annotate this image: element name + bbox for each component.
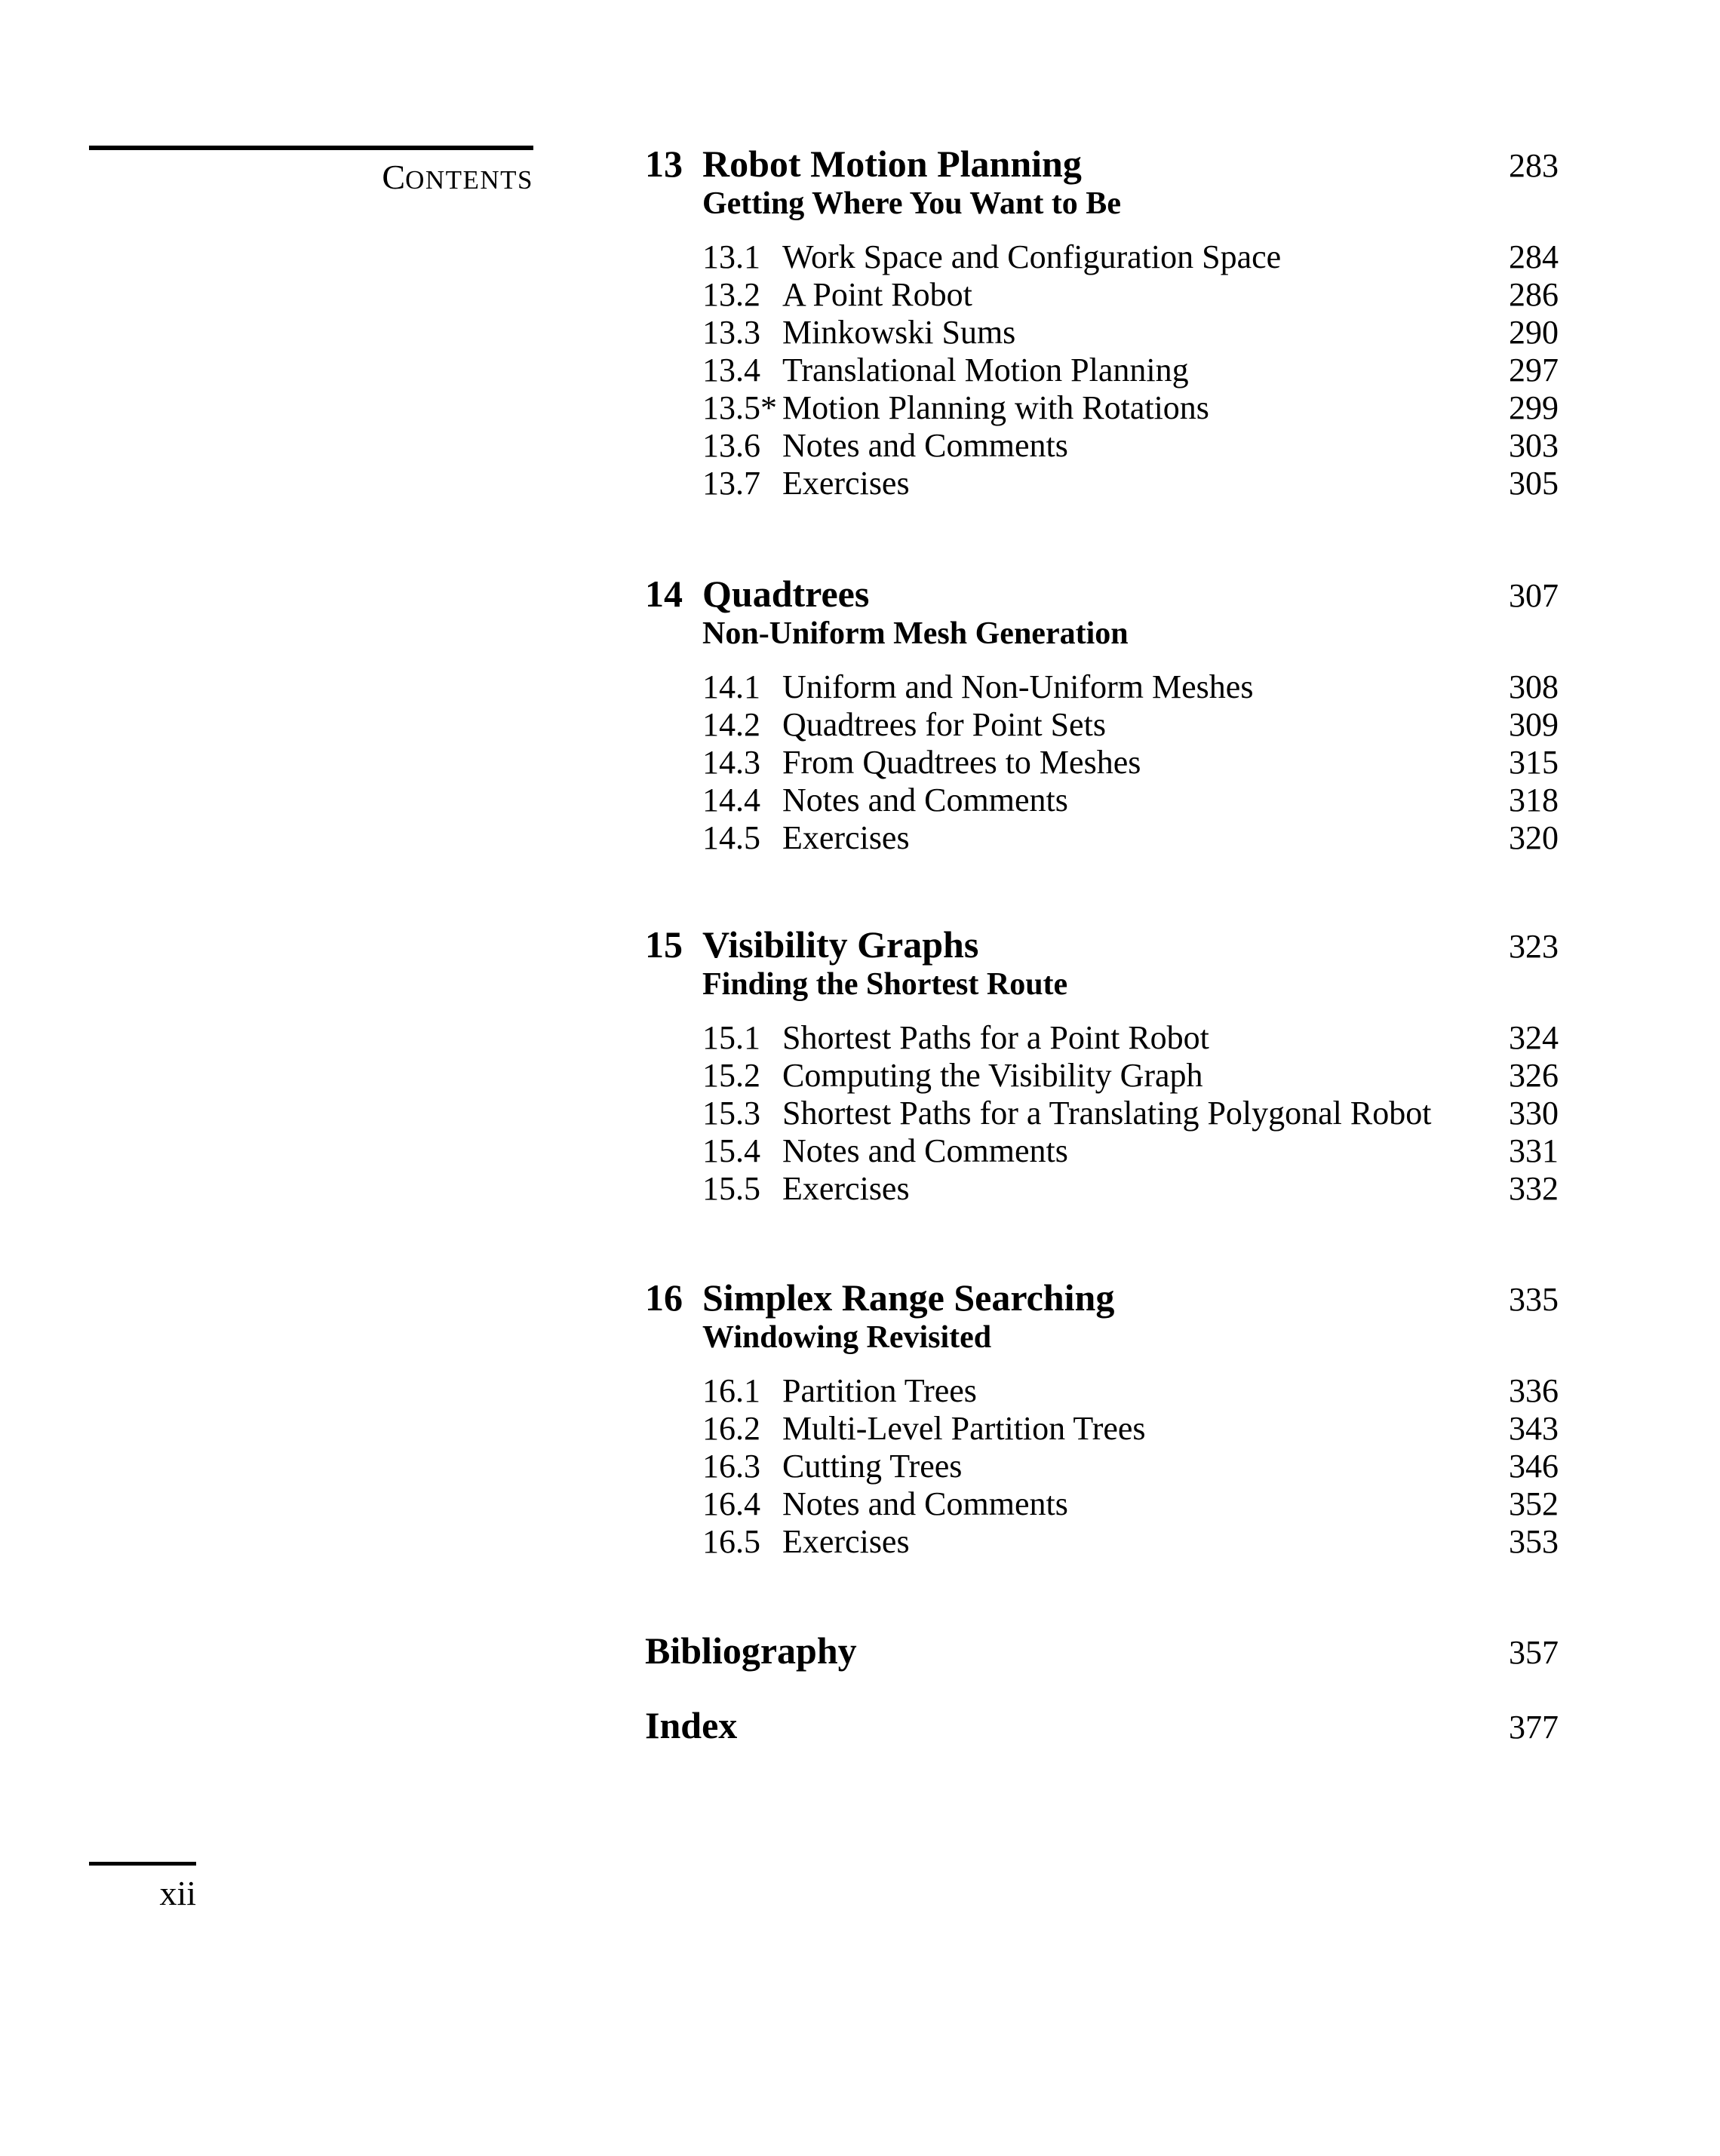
section-page-number: 331 (1509, 1132, 1559, 1169)
section-title: Multi-Level Partition Trees (782, 1410, 1146, 1447)
section-title: Shortest Paths for a Translating Polygonal Robot (782, 1095, 1432, 1132)
section-number: 13.7 (702, 465, 760, 502)
toc-entry (702, 1132, 1559, 1170)
chapter-number: 13 (645, 143, 683, 185)
chapter-subtitle: Getting Where You Want to Be (702, 186, 1121, 221)
toc-entry (702, 1448, 1559, 1485)
toc-entry (702, 465, 1559, 502)
section-number: 13.5* (702, 389, 777, 426)
chapter-page-number: 335 (1509, 1281, 1559, 1318)
section-page-number: 336 (1509, 1372, 1559, 1409)
section-number: 13.6 (702, 427, 760, 464)
toc-entry (702, 1095, 1559, 1132)
section-page-number: 303 (1509, 427, 1559, 464)
chapter-title: Visibility Graphs (702, 923, 979, 966)
section-title: Shortest Paths for a Point Robot (782, 1019, 1209, 1056)
backmatter-page-number: 377 (1509, 1709, 1559, 1746)
toc-entry (702, 668, 1559, 706)
toc-entry (702, 1410, 1559, 1448)
section-page-number: 330 (1509, 1095, 1559, 1132)
toc-entry (702, 238, 1559, 276)
toc-entry (702, 782, 1559, 819)
backmatter-title: Bibliography (645, 1629, 857, 1672)
section-list (702, 668, 1559, 857)
toc-entry (702, 706, 1559, 744)
chapter-page-number: 323 (1509, 928, 1559, 965)
section-list (702, 1372, 1559, 1561)
chapter-heading (645, 143, 1559, 186)
backmatter-title: Index (645, 1704, 738, 1746)
toc-entry (702, 276, 1559, 314)
folio-page-number: xii (159, 1874, 196, 1912)
chapter-subtitle: Finding the Shortest Route (702, 967, 1068, 1002)
section-page-number: 309 (1509, 706, 1559, 743)
section-title: Partition Trees (782, 1372, 977, 1409)
section-number: 15.5 (702, 1170, 760, 1207)
section-page-number: 332 (1509, 1170, 1559, 1207)
toc-entry (702, 389, 1559, 427)
running-head-rest: ONTENTS (405, 165, 533, 195)
section-title: Notes and Comments (782, 1485, 1068, 1522)
footer-rule (89, 1862, 196, 1866)
section-number: 13.1 (702, 238, 760, 275)
section-page-number: 318 (1509, 782, 1559, 818)
section-number: 14.4 (702, 782, 760, 818)
toc-chapter-15 (645, 924, 1559, 1208)
section-number: 16.4 (702, 1485, 760, 1522)
chapter-number: 15 (645, 923, 683, 966)
section-title: Exercises (782, 819, 910, 856)
section-number: 13.2 (702, 276, 760, 313)
toc-entry (702, 744, 1559, 782)
section-number: 14.2 (702, 706, 760, 743)
running-head-initial: C (382, 158, 406, 196)
section-page-number: 352 (1509, 1485, 1559, 1522)
section-page-number: 299 (1509, 389, 1559, 426)
toc-chapter-16 (645, 1277, 1559, 1561)
toc-entry (702, 1170, 1559, 1208)
chapter-title: Quadtrees (702, 573, 870, 615)
toc-entry (702, 314, 1559, 352)
section-title: Exercises (782, 1170, 910, 1207)
section-number: 16.1 (702, 1372, 760, 1409)
toc-entry (702, 819, 1559, 857)
chapter-title: Robot Motion Planning (702, 143, 1082, 185)
chapter-heading (645, 924, 1559, 967)
section-title: Cutting Trees (782, 1448, 963, 1485)
toc-entry (702, 1523, 1559, 1561)
section-page-number: 326 (1509, 1057, 1559, 1094)
chapter-page-number: 283 (1509, 147, 1559, 184)
section-title: Computing the Visibility Graph (782, 1057, 1203, 1094)
section-page-number: 290 (1509, 314, 1559, 351)
section-number: 15.2 (702, 1057, 760, 1094)
section-page-number: 305 (1509, 465, 1559, 502)
section-page-number: 320 (1509, 819, 1559, 856)
section-list (702, 1019, 1559, 1208)
header-rule (89, 146, 533, 150)
section-title: Motion Planning with Rotations (782, 389, 1209, 426)
chapter-heading (645, 1277, 1559, 1320)
section-title: Translational Motion Planning (782, 352, 1189, 389)
chapter-page-number: 307 (1509, 577, 1559, 614)
section-number: 14.3 (702, 744, 760, 781)
toc-backmatter-entry (645, 1705, 1559, 1748)
chapter-heading (645, 573, 1559, 616)
chapter-subtitle: Windowing Revisited (702, 1320, 992, 1355)
section-title: Uniform and Non-Uniform Meshes (782, 668, 1254, 705)
section-title: Notes and Comments (782, 427, 1068, 464)
section-number: 15.1 (702, 1019, 760, 1056)
section-title: A Point Robot (782, 276, 972, 313)
section-number: 15.3 (702, 1095, 760, 1132)
section-page-number: 346 (1509, 1448, 1559, 1485)
section-page-number: 284 (1509, 238, 1559, 275)
toc-chapter-13 (645, 143, 1559, 502)
section-number: 13.4 (702, 352, 760, 389)
section-page-number: 324 (1509, 1019, 1559, 1056)
section-title: Quadtrees for Point Sets (782, 706, 1106, 743)
section-title: Exercises (782, 465, 910, 502)
section-page-number: 315 (1509, 744, 1559, 781)
toc-backmatter-entry (645, 1630, 1559, 1673)
toc-entry (702, 1485, 1559, 1523)
toc-entry (702, 1372, 1559, 1410)
running-head-contents (226, 159, 533, 195)
section-number: 16.2 (702, 1410, 760, 1447)
section-page-number: 286 (1509, 276, 1559, 313)
section-list (702, 238, 1559, 502)
section-page-number: 343 (1509, 1410, 1559, 1447)
toc-entry (702, 1057, 1559, 1095)
toc-entry (702, 1019, 1559, 1057)
section-title: Notes and Comments (782, 1132, 1068, 1169)
section-number: 16.5 (702, 1523, 760, 1560)
chapter-subtitle: Non-Uniform Mesh Generation (702, 616, 1129, 651)
section-title: Work Space and Configuration Space (782, 238, 1282, 275)
toc-entry (702, 352, 1559, 389)
section-number: 14.5 (702, 819, 760, 856)
section-number: 15.4 (702, 1132, 760, 1169)
section-number: 13.3 (702, 314, 760, 351)
section-number: 16.3 (702, 1448, 760, 1485)
section-page-number: 297 (1509, 352, 1559, 389)
section-title: Minkowski Sums (782, 314, 1016, 351)
chapter-number: 16 (645, 1276, 683, 1319)
section-page-number: 308 (1509, 668, 1559, 705)
toc-entry (702, 427, 1559, 465)
section-title: Notes and Comments (782, 782, 1068, 818)
section-title: Exercises (782, 1523, 910, 1560)
toc-chapter-14 (645, 573, 1559, 857)
section-page-number: 353 (1509, 1523, 1559, 1560)
section-title: From Quadtrees to Meshes (782, 744, 1141, 781)
section-number: 14.1 (702, 668, 760, 705)
backmatter-page-number: 357 (1509, 1634, 1559, 1671)
chapter-number: 14 (645, 573, 683, 615)
chapter-title: Simplex Range Searching (702, 1276, 1115, 1319)
